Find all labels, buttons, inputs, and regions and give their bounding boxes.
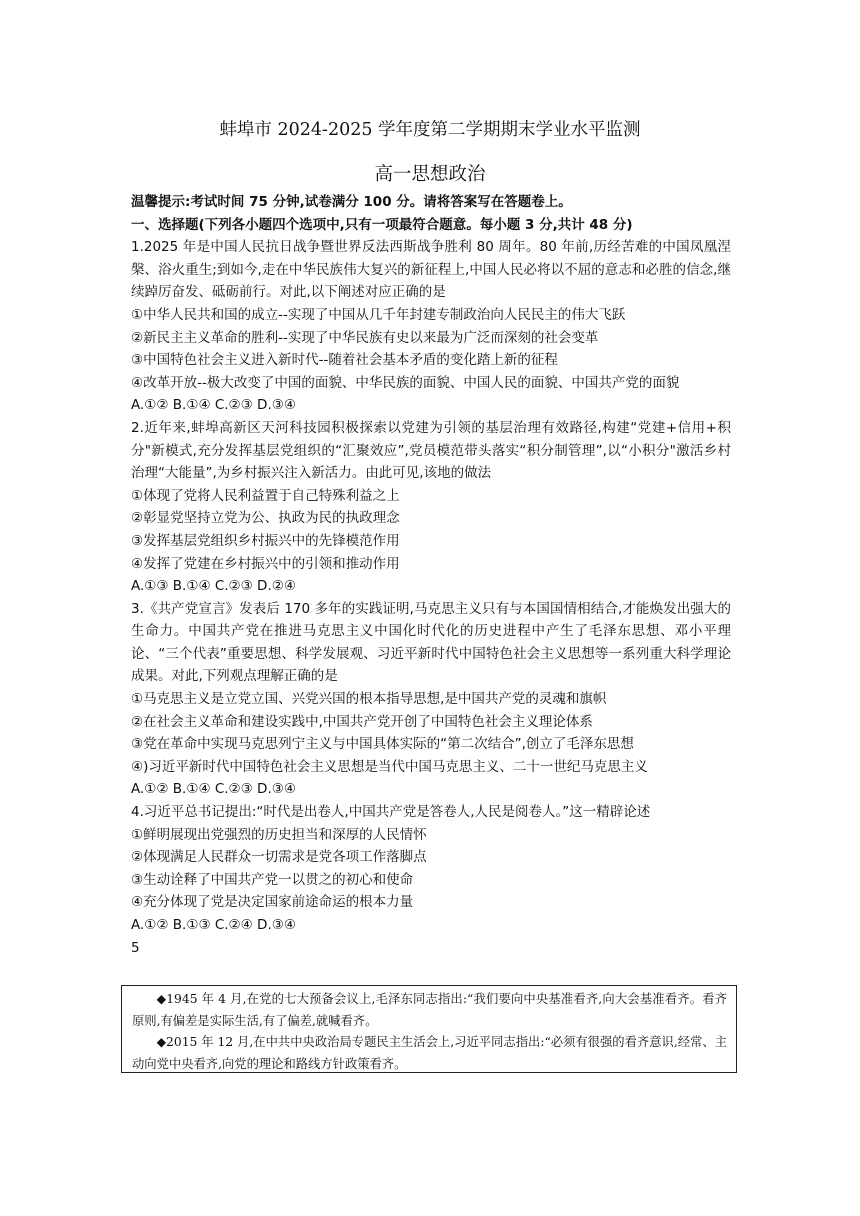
question-item: ②在社会主义革命和建设实践中,中国共产党开创了中国特色社会主义理论体系: [131, 713, 593, 730]
notice: [131, 191, 731, 214]
question-item: ③发挥基层党组织乡村振兴中的先锋模范作用: [131, 532, 400, 549]
question-item: ④发挥了党建在乡村振兴中的引领和推动作用: [131, 555, 400, 572]
question-stem: 3.《共产党宣言》发表后 170 多年的实践证明,马克思主义只有与本国国情相结合,才能焕发出强大的生命力。中国共产党在推进马克思主义中国化时代化的历史进程中产生了毛泽东思想、邓小平理论、“三个代表”重要思想、科学发展观、习近平新时代中国特色社会主义思想等一系列重大科学理论成果。对此,下列观点理解正确的是: [131, 600, 731, 685]
question-item: ①鲜明展现出党强烈的历史担当和深厚的人民情怀: [131, 826, 427, 843]
question-item: ①马克思主义是立党立国、兴党兴国的根本指导思想,是中国共产党的灵魂和旗帜: [131, 691, 607, 708]
exam-content: [131, 191, 731, 959]
question-item: ④)习近平新时代中国特色社会主义思想是当代中国马克思主义、二十一世纪马克思主义: [131, 758, 648, 775]
question-item: ③党在革命中实现马克思列宁主义与中国具体实际的“第二次结合”,创立了毛泽东思想: [131, 736, 634, 753]
material-paragraph: ◆1945 年 4 月,在党的七大预备会议上,毛泽东同志指出:“我们要向中央基准看齐,向大会基准看齐。看齐原则,有偏差是实际生活,有了偏差,就喊看齐。: [132, 992, 727, 1028]
subject-title: 高一思想政治: [374, 164, 486, 185]
question-item: ④充分体现了党是决定国家前途命运的根本力量: [131, 894, 414, 911]
answer-options: A.①③ B.①④ C.②③ D.②④: [131, 578, 296, 595]
answer-options: A.①② B.①④ C.②③ D.③④: [131, 781, 296, 798]
question-item: ②体现满足人民群众一切需求是党各项工作落脚点: [131, 849, 427, 866]
exam-title: 蚌埠市 2024-2025 学年度第二学期期末学业水平监测: [219, 120, 641, 140]
answer-options: A.①② B.①③ C.②④ D.③④: [131, 917, 296, 933]
question-item: ②新民主主义革命的胜利--实现了中华民族有史以来最为广泛而深刻的社会变革: [131, 329, 599, 346]
question-number: 5: [131, 939, 140, 956]
question-item: ①体现了党将人民利益置于自己特殊利益之上: [131, 487, 400, 504]
notice-text: :考试时间 75 分钟,试卷满分 100 分。请将答案写在答题卷上。: [185, 194, 572, 210]
question-item: ②彰显党坚持立党为公、执政为民的执政理念: [131, 510, 400, 527]
question-item: ④改革开放--极大改变了中国的面貌、中华民族的面貌、中国人民的面貌、中国共产党的面貌: [131, 374, 680, 391]
question-stem: 2.近年来,蚌埠高新区天河科技园积极探索以党建为引领的基层治理有效路径,构建“党建+信用+积分"新模式,充分发挥基层党组织的“汇聚效应”,党员模范带头落实“积分制管理”,以“小积分"激活乡村治理“大能量”,为乡村振兴注入新活力。由此可见,该地的做法: [131, 419, 731, 482]
question-item: ①中华人民共和国的成立--实现了中国从几千年封建专制政治向人民民主的伟大飞跃: [131, 306, 626, 323]
question-item: ③生动诠释了中国共产党一以贯之的初心和使命: [131, 871, 414, 888]
answer-options: A.①② B.①④ C.②③ D.③④: [131, 397, 296, 414]
notice-label: 温馨提示: [131, 194, 185, 210]
material-box: [121, 985, 737, 1073]
question-item: ③中国特色社会主义进入新时代--随着社会基本矛盾的变化踏上新的征程: [131, 352, 558, 369]
question-stem: 1.2025 年是中国人民抗日战争暨世界反法西斯战争胜利 80 周年。80 年前,历经苦难的中国凤凰涅槃、浴火重生;到如今,走在中华民族伟大复兴的新征程上,中国人民必将以不屈的意志和必胜的信念,继续踔厉奋发、砥砺前行。对此,以下阐述对应正确的是: [131, 239, 731, 301]
material-paragraph: ◆2015 年 12 月,在中共中央政治局专题民主生活会上,习近平同志指出:“必须有很强的看齐意识,经常、主动向党中央看齐,向党的理论和路线方针政策看齐。: [132, 1035, 727, 1071]
question-stem: 4.习近平总书记提出:“时代是出卷人,中国共产党是答卷人,人民是阅卷人。”这一精辟论述: [131, 804, 651, 821]
section-heading: 一、选择题(下列各小题四个选项中,只有一项最符合题意。每小题 3 分,共计 48 分): [131, 216, 633, 233]
